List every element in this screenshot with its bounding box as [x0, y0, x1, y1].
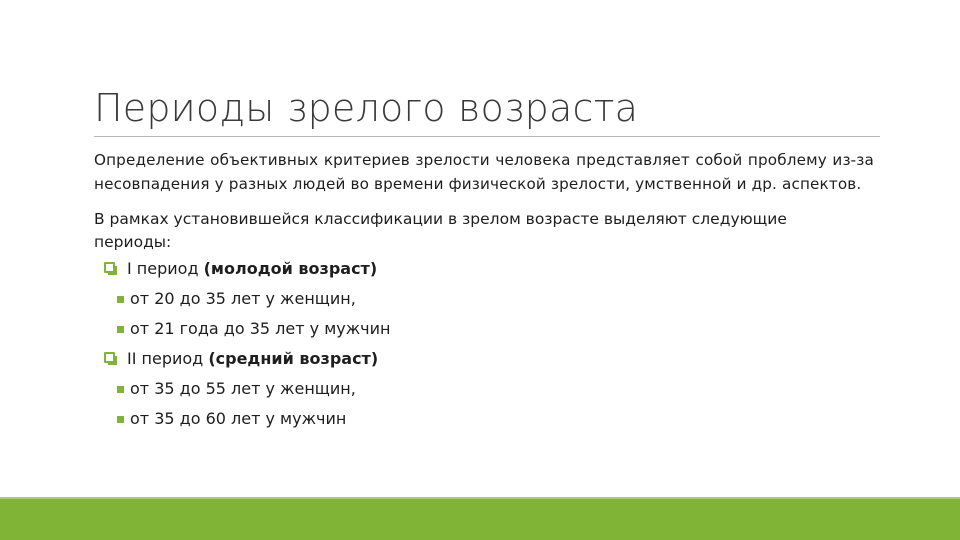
checkbox-square-icon [104, 352, 115, 363]
checkbox-square-icon [104, 262, 115, 273]
slide-content [94, 148, 874, 434]
period-2-item-men-text: от 35 до 60 лет у мужчин [130, 409, 347, 428]
period-1-bold-label: (молодой возраст) [203, 259, 378, 278]
period-1-item-men-text: от 21 года до 35 лет у мужчин [130, 319, 391, 338]
small-square-icon [117, 386, 124, 393]
period-1-item-men [94, 314, 874, 344]
small-square-icon [117, 296, 124, 303]
period-2-item-men [94, 404, 874, 434]
title-divider [94, 136, 880, 137]
period-1-item-women [94, 284, 874, 314]
period-1-label: I период [127, 259, 204, 278]
period-1 [94, 254, 874, 284]
period-2-label: II период [127, 349, 209, 368]
paragraph-classification: В рамках установившейся классификации в зрелом возрасте выделяют следующие периоды: [94, 210, 787, 251]
period-2 [94, 344, 874, 374]
footer-accent-bar [0, 499, 960, 540]
small-square-icon [117, 326, 124, 333]
slide-title: Периоды зрелого возраста [94, 86, 639, 130]
period-2-bold-label: (средний возраст) [208, 349, 379, 368]
small-square-icon [117, 416, 124, 423]
period-2-item-women [94, 374, 874, 404]
paragraph-definition: Определение объективных критериев зрелости человека представляет собой проблему из-за несовпадения у разных людей во времени физической зрелости, умственной и др. аспектов. [94, 151, 874, 193]
period-1-item-women-text: от 20 до 35 лет у женщин, [130, 289, 356, 308]
period-2-item-women-text: от 35 до 55 лет у женщин, [130, 379, 356, 398]
